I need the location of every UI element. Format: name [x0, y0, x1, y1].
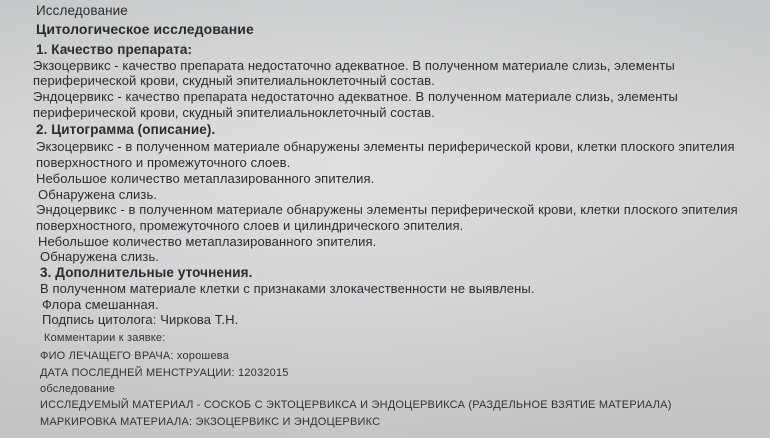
notes-line-2: Флора смешанная. — [42, 297, 159, 312]
material-marking: МАРКИРОВКА МАТЕРИАЛА: ЭКЗОЦЕРВИКС И ЭНДОЦЕРВИКС — [40, 416, 381, 428]
study-type: обследование — [40, 383, 116, 395]
cytogram-heading: 2. Цитограмма (описание). — [36, 122, 216, 137]
quality-endo-line-1: Эндоцервикс - качество препарата недостаточно адекватное. В полученном материале слизь, элементы — [33, 89, 678, 104]
section-label: Исследование — [36, 3, 128, 18]
notes-heading: 3. Дополнительные уточнения. — [40, 265, 253, 280]
quality-ecto-line-1: Экзоцервикс - качество препарата недостаточно адекватное. В полученном материале слизь, элементы — [33, 58, 675, 73]
last-menstruation-date: ДАТА ПОСЛЕДНЕЙ МЕНСТРУАЦИИ: 12032015 — [40, 367, 289, 379]
cytogram-endo-line-2: поверхностного, промежуточного слоев и цилиндрического эпителия. — [36, 218, 464, 233]
cytologist-signature: Подпись цитолога: Чиркова Т.Н. — [42, 312, 239, 327]
cytogram-ecto-line-1: Экзоцервикс - в полученном материале обнаружены элементы периферической крови, клетки плоского эпителия — [36, 139, 735, 154]
cytogram-endo-line-3: Небольшое количество метаплазированного эпителия. — [38, 234, 377, 249]
quality-endo-line-2: периферической крови, скудный эпителиальноклеточный состав. — [33, 105, 435, 120]
doctor-name: ФИО ЛЕЧАЩЕГО ВРАЧА: хорошева — [40, 350, 230, 362]
notes-line-1: В полученном материале клетки с признаками злокачественности не выявлены. — [40, 281, 535, 296]
cytogram-ecto-line-3: Небольшое количество метаплазированного эпителия. — [36, 171, 375, 186]
comments-label: Комментарии к заявке: — [44, 332, 166, 344]
cytogram-endo-line-1: Эндоцервикс - в полученном материале обнаружены элементы периферической крови, клетки плоского эпителия — [36, 202, 738, 217]
cytogram-ecto-line-2: поверхностного и промежуточного слоев. — [36, 155, 291, 170]
cytogram-endo-line-4: Обнаружена слизь. — [40, 249, 160, 264]
document-title: Цитологическое исследование — [36, 21, 254, 37]
quality-ecto-line-2: периферической крови, скудный эпителиальноклеточный состав. — [33, 73, 435, 88]
quality-heading: 1. Качество препарата: — [36, 42, 193, 57]
studied-material: ИССЛЕДУЕМЫЙ МАТЕРИАЛ - СОСКОБ С ЭКТОЦЕРВИКСА И ЭНДОЦЕРВИКСА (РАЗДЕЛЬНОЕ ВЗЯТИЕ МАТЕРИАЛА) — [40, 399, 672, 411]
cytogram-ecto-line-4: Обнаружена слизь. — [38, 187, 158, 202]
